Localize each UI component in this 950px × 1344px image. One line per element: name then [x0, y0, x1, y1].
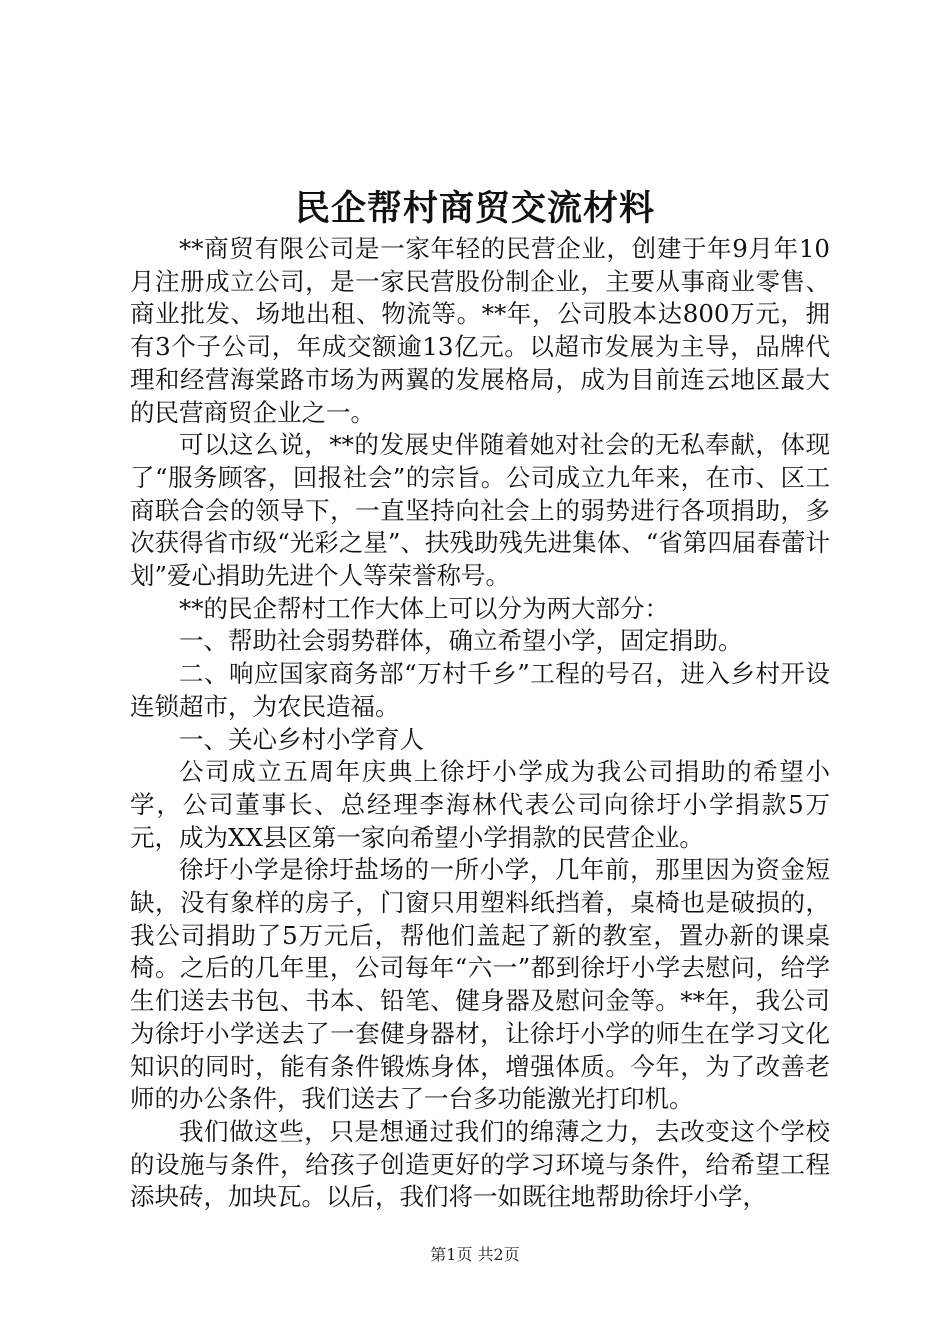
document-body	[130, 233, 830, 1214]
paragraph: 二、响应国家商务部“万村千乡”工程的号召，进入乡村开设连锁超市，为农民造福。	[130, 659, 830, 721]
section-heading: 一、关心乡村小学育人	[179, 724, 424, 754]
paragraph: **的民企帮村工作大体上可以分为两大部分：	[179, 593, 669, 623]
document-title: 民企帮村商贸交流材料	[294, 188, 655, 229]
paragraph: 可以这么说，**的发展史伴随着她对社会的无私奉献，体现了“服务顾客，回报社会”的宗旨。公司成立九年来，在市、区工商联合会的领导下，一直坚持向社会上的弱势进行各项捐助，多次获得省市级“光彩之星”、扶残助残先进集体、“省第四届春蕾计划”爱心捐助先进个人等荣誉称号。	[130, 430, 830, 591]
paragraph: 公司成立五周年庆典上徐圩小学成为我公司捐助的希望小学，公司董事长、总经理李海林代表公司向徐圩小学捐款5万元，成为XX县区第一家向希望小学捐款的民营企业。	[130, 757, 830, 852]
paragraph: 徐圩小学是徐圩盐场的一所小学，几年前，那里因为资金短缺，没有象样的房子，门窗只用塑料纸挡着，桌椅也是破损的，我公司捐助了5万元后，帮他们盖起了新的教室，置办新的课桌椅。之后的几年里，公司每年“六一”都到徐圩小学去慰问，给学生们送去书包、书本、铅笔、健身器及慰问金等。**年，我公司为徐圩小学送去了一套健身器材，让徐圩小学的师生在学习文化知识的同时，能有条件锻炼身体，增强体质。今年，为了改善老师的办公条件，我们送去了一台多功能激光打印机。	[130, 855, 830, 1114]
paragraph: **商贸有限公司是一家年轻的民营企业，创建于年9月年10月注册成立公司，是一家民营股份制企业，主要从事商业零售、商业批发、场地出租、物流等。**年，公司股本达800万元，拥有3个子公司，年成交额逾13亿元。以超市发展为主导，品牌代理和经营海棠路市场为两翼的发展格局，成为目前连云地区最大的民营商贸企业之一。	[130, 234, 830, 427]
page-number-footer: 第1页 共2页	[430, 1245, 520, 1264]
paragraph: 我们做这些，只是想通过我们的绵薄之力，去改变这个学校的设施与条件，给孩子创造更好的学习环境与条件，给希望工程添块砖，加块瓦。以后，我们将一如既往地帮助徐圩小学，	[130, 1116, 830, 1212]
paragraph: 一、帮助社会弱势群体，确立希望小学，固定捐助。	[179, 626, 743, 656]
